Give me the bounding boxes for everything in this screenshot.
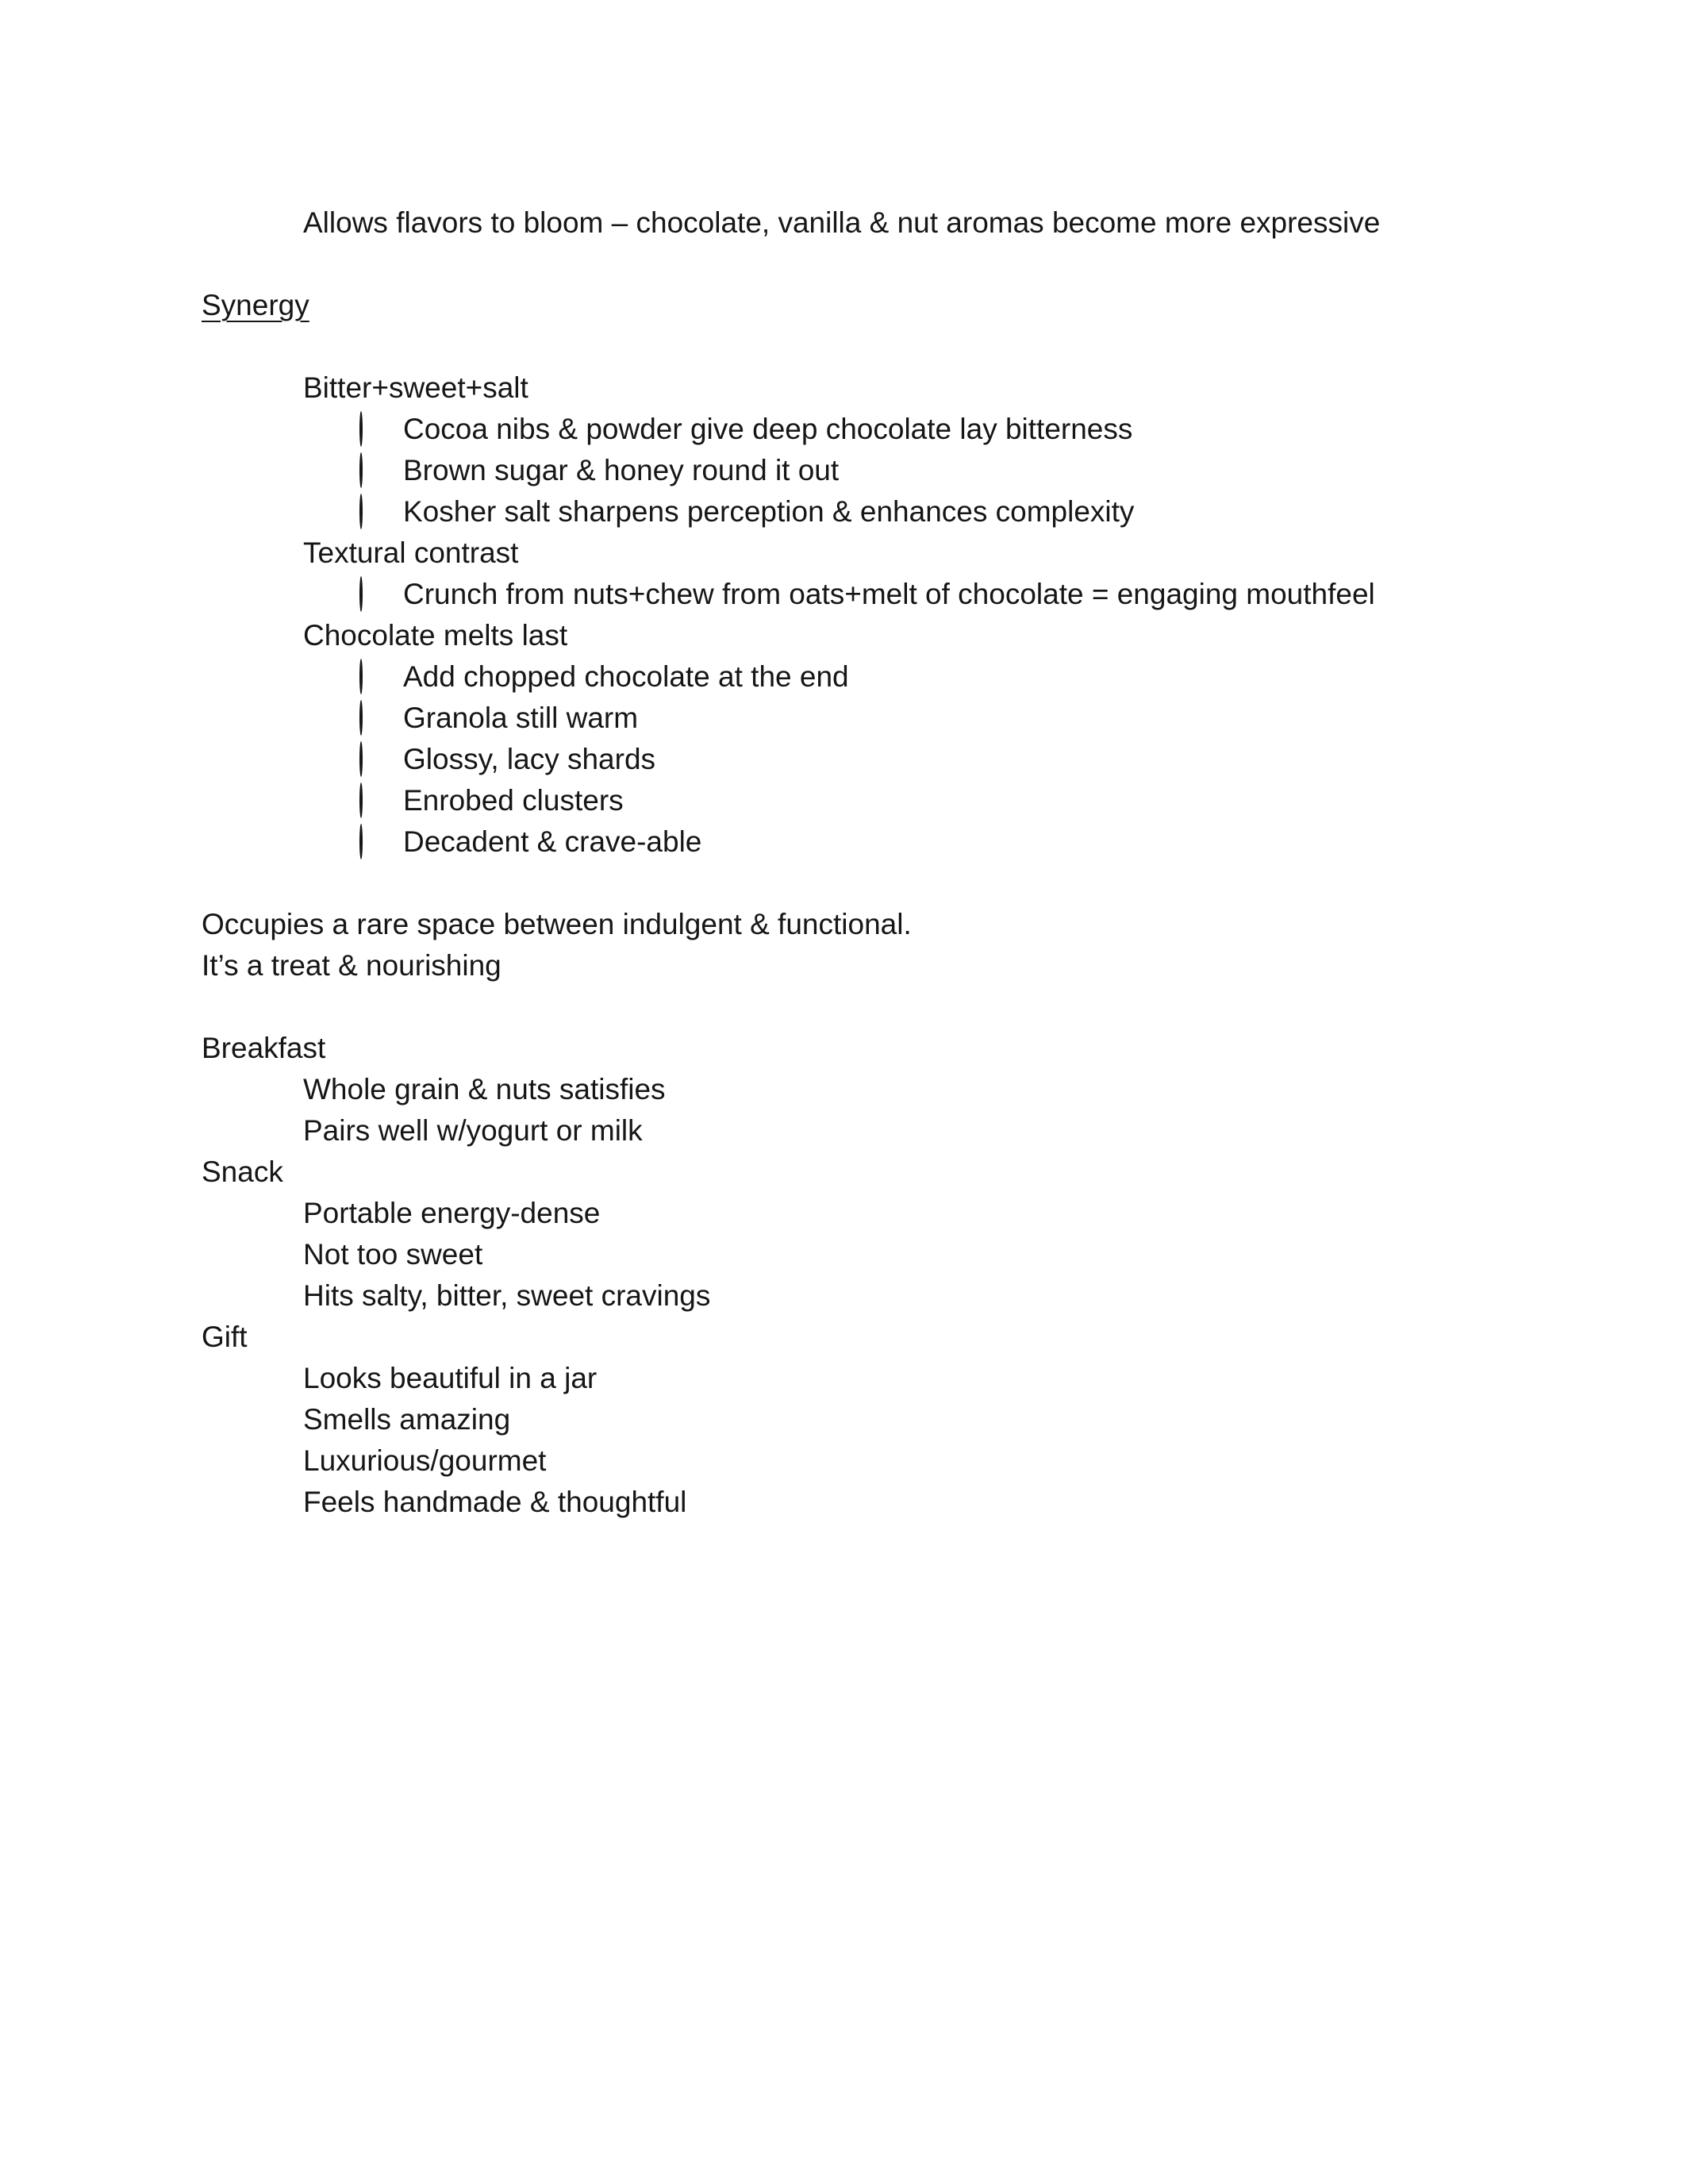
- bullet-circle-icon: [359, 698, 403, 739]
- bullet-item: [202, 1358, 1663, 1399]
- sub-bullet-item-text: Cocoa nibs & powder give deep chocolate lay bitterness: [403, 413, 1133, 445]
- paragraph-line: It’s a treat & nourishing: [202, 949, 501, 982]
- section-heading-text: Synergy: [202, 289, 309, 321]
- bullet-item-text: Smells amazing: [303, 1403, 511, 1436]
- sub-bullet-item-text: Kosher salt sharpens perception & enhances complexity: [403, 495, 1135, 528]
- bullet-item: [202, 202, 1663, 244]
- bullet-circle-icon: [359, 450, 403, 491]
- bullet-circle-icon: [359, 491, 403, 533]
- bullet-item: [202, 1275, 1663, 1317]
- sub-bullet-item-text: Decadent & crave-able: [403, 825, 702, 858]
- bullet-item-text: Textural contrast: [303, 536, 519, 569]
- occasion-label: Gift: [202, 1321, 248, 1353]
- bullet-circle-icon: [359, 821, 403, 863]
- bullet-item-text: Whole grain & nuts satisfies: [303, 1073, 666, 1105]
- sub-bullet-item: [202, 821, 1663, 863]
- bullet-item: [202, 615, 1663, 656]
- sub-bullet-item-text: Granola still warm: [403, 702, 639, 734]
- bullet-circle-icon: [359, 780, 403, 821]
- document-content: [202, 202, 1663, 1523]
- bullet-item: [202, 1234, 1663, 1275]
- bullet-item-text: Pairs well w/yogurt or milk: [303, 1114, 643, 1147]
- bullet-item-text: Feels handmade & thoughtful: [303, 1486, 687, 1518]
- bullet-item: [202, 1482, 1663, 1523]
- sub-bullet-item: [202, 450, 1663, 491]
- blank-line: [202, 244, 1663, 285]
- bullet-item: [202, 1069, 1663, 1110]
- sub-bullet-item-text: Glossy, lacy shards: [403, 743, 656, 775]
- bullet-item: [202, 1399, 1663, 1440]
- bullet-item-text: Allows flavors to bloom – chocolate, vanilla & nut aromas become more expressive: [303, 206, 1381, 239]
- bullet-item: [202, 1440, 1663, 1482]
- bullet-circle-icon: [359, 409, 403, 450]
- sub-bullet-item: [202, 491, 1663, 533]
- sub-bullet-item-text: Enrobed clusters: [403, 784, 624, 817]
- bullet-item: [202, 533, 1663, 574]
- sub-bullet-item: [202, 409, 1663, 450]
- sub-bullet-item: [202, 780, 1663, 821]
- bullet-item-text: Portable energy-dense: [303, 1197, 601, 1229]
- sub-bullet-item: [202, 739, 1663, 780]
- section-heading: [202, 285, 1663, 326]
- bullet-item-text: Not too sweet: [303, 1238, 483, 1271]
- paragraph-line: Occupies a rare space between indulgent & functional.: [202, 908, 912, 940]
- sub-bullet-item-text: Add chopped chocolate at the end: [403, 660, 849, 693]
- sub-bullet-item: [202, 698, 1663, 739]
- bullet-circle-icon: [359, 574, 403, 615]
- sub-bullet-item-text: Brown sugar & honey round it out: [403, 454, 840, 486]
- sub-bullet-item-text: Crunch from nuts+chew from oats+melt of chocolate = engaging mouthfeel: [403, 578, 1375, 610]
- bullet-item-text: Bitter+sweet+salt: [303, 371, 528, 404]
- bullet-item: [202, 367, 1663, 409]
- occasion-label: Snack: [202, 1155, 283, 1188]
- sub-bullet-item: [202, 656, 1663, 698]
- occasion-label: Breakfast: [202, 1032, 326, 1064]
- bullet-circle-icon: [359, 656, 403, 698]
- blank-line: [202, 863, 1663, 904]
- bullet-item: [202, 1193, 1663, 1234]
- sub-bullet-item: [202, 574, 1663, 615]
- bullet-item-text: Hits salty, bitter, sweet cravings: [303, 1279, 711, 1312]
- bullet-item-text: Luxurious/gourmet: [303, 1444, 547, 1477]
- blank-line: [202, 986, 1663, 1028]
- blank-line: [202, 326, 1663, 367]
- bullet-item-text: Looks beautiful in a jar: [303, 1362, 598, 1394]
- bullet-circle-icon: [359, 739, 403, 780]
- bullet-item-text: Chocolate melts last: [303, 619, 568, 652]
- bullet-item: [202, 1110, 1663, 1152]
